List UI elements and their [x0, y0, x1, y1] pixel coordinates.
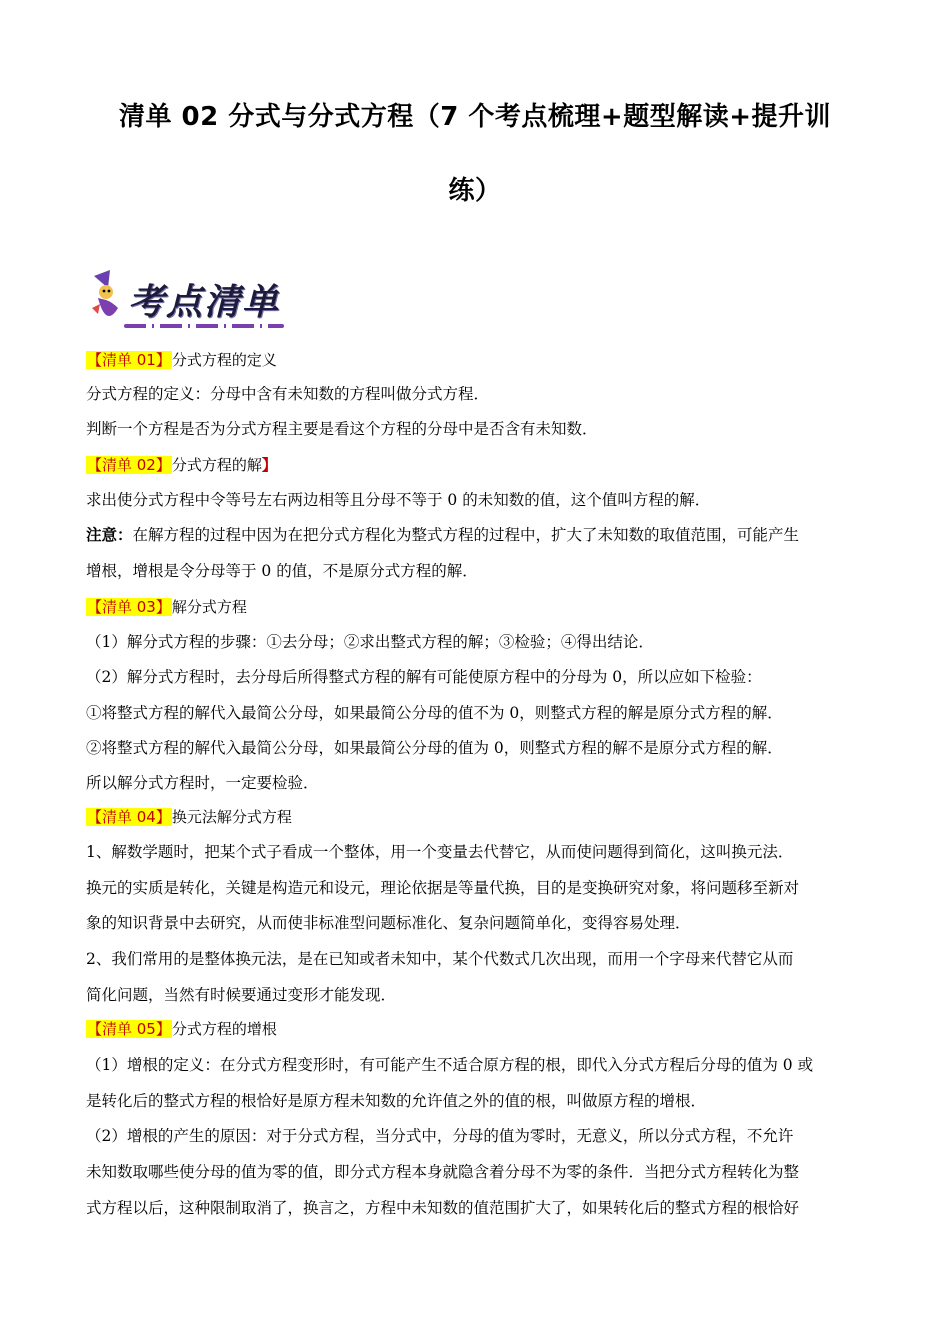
logo-underline: [124, 324, 284, 328]
section-title-02: 分式方程的解: [171, 456, 262, 474]
paragraph-02b: [86, 525, 799, 545]
paragraph-03e: 所以解分式方程时，一定要检验．: [86, 774, 319, 792]
paragraph-05a: （1）增根的定义：在分式方程变形时，有可能产生不适合原方程的根，即代入分式方程后分母的值为 0 或: [86, 1056, 814, 1074]
paragraph-04b: 换元的实质是转化，关键是构造元和设元，理论依据是等量代换，目的是变换研究对象，将问题移至新对: [86, 879, 800, 897]
section-title-01: 分式方程的定义: [171, 351, 277, 369]
document-title-line-2: 练）: [448, 176, 502, 206]
section-heading-05: [86, 1019, 277, 1039]
section-heading-01: [86, 350, 277, 370]
paragraph-04e: 简化问题，当然有时候要通过变形才能发现．: [86, 986, 397, 1004]
paragraph-03d: ②将整式方程的解代入最简公分母，如果最简公分母的值为 0，则整式方程的解不是原分式方程的解．: [86, 739, 783, 757]
paragraph-05d: 未知数取哪些使分母的值为零的值，即分式方程本身就隐含着分母不为零的条件．当把分式方程转化为整: [86, 1163, 800, 1181]
wizard-mascot-icon: [88, 268, 128, 334]
section-tag-05: 【清单 05】: [87, 1020, 171, 1038]
paragraph-04c: 象的知识背景中去研究，从而使非标准型问题标准化、复杂问题简单化，变得容易处理．: [86, 914, 691, 932]
paragraph-04d: 2、我们常用的是整体换元法，是在已知或者未知中，某个代数式几次出现，而用一个字母来代替它从而: [86, 950, 794, 968]
paragraph-04a: 1、解数学题时，把某个式子看成一个整体，用一个变量去代替它，从而使问题得到简化，这叫换元法．: [86, 843, 794, 861]
section-tag-02: 【清单 02】: [87, 456, 171, 474]
paragraph-03c: ①将整式方程的解代入最简公分母，如果最简公分母的值不为 0，则整式方程的解是原分式方程的解．: [86, 704, 783, 722]
paragraph-02c: 增根，增根是令分母等于 0 的值，不是原分式方程的解．: [86, 562, 478, 580]
section-close-bracket-02: 】: [261, 456, 277, 474]
paragraph-03a: （1）解分式方程的步骤：①去分母；②求出整式方程的解；③检验；④得出结论．: [86, 633, 654, 651]
section-heading-03: [86, 597, 247, 617]
logo-text: 考点清单: [128, 281, 281, 323]
document-title-line-1: 清单 02 分式与分式方程（7 个考点梳理+题型解读+提升训: [119, 102, 831, 132]
section-tag-03: 【清单 03】: [87, 598, 171, 616]
paragraph-01b: 判断一个方程是否为分式方程主要是看这个方程的分母中是否含有未知数．: [86, 420, 598, 438]
note-text: 在解方程的过程中因为在把分式方程化为整式方程的过程中，扩大了未知数的取值范围，可能产生: [132, 526, 800, 544]
paragraph-05b: 是转化后的整式方程的根恰好是原方程未知数的允许值之外的值的根，叫做原方程的增根．: [86, 1092, 707, 1110]
section-heading-04: [86, 807, 292, 827]
section-tag-01: 【清单 01】: [87, 351, 171, 369]
paragraph-02a: 求出使分式方程中令等号左右两边相等且分母不等于 0 的未知数的值，这个值叫方程的解．: [86, 491, 711, 509]
note-label: 注意：: [86, 526, 133, 544]
paragraph-01a: 分式方程的定义：分母中含有未知数的方程叫做分式方程．: [86, 385, 490, 403]
section-heading-02: [86, 455, 277, 475]
paragraph-05e: 式方程以后，这种限制取消了，换言之，方程中未知数的值范围扩大了，如果转化后的整式方程的根恰好: [86, 1199, 800, 1217]
section-title-04: 换元法解分式方程: [171, 808, 292, 826]
kaodian-qingdan-logo: [88, 268, 288, 338]
section-title-03: 解分式方程: [171, 598, 247, 616]
section-tag-04: 【清单 04】: [87, 808, 171, 826]
section-title-05: 分式方程的增根: [171, 1020, 277, 1038]
paragraph-05c: （2）增根的产生的原因：对于分式方程，当分式中，分母的值为零时，无意义，所以分式方程，不允许: [86, 1127, 794, 1145]
paragraph-03b: （2）解分式方程时，去分母后所得整式方程的解有可能使原方程中的分母为 0，所以应如下检验：: [86, 668, 762, 686]
